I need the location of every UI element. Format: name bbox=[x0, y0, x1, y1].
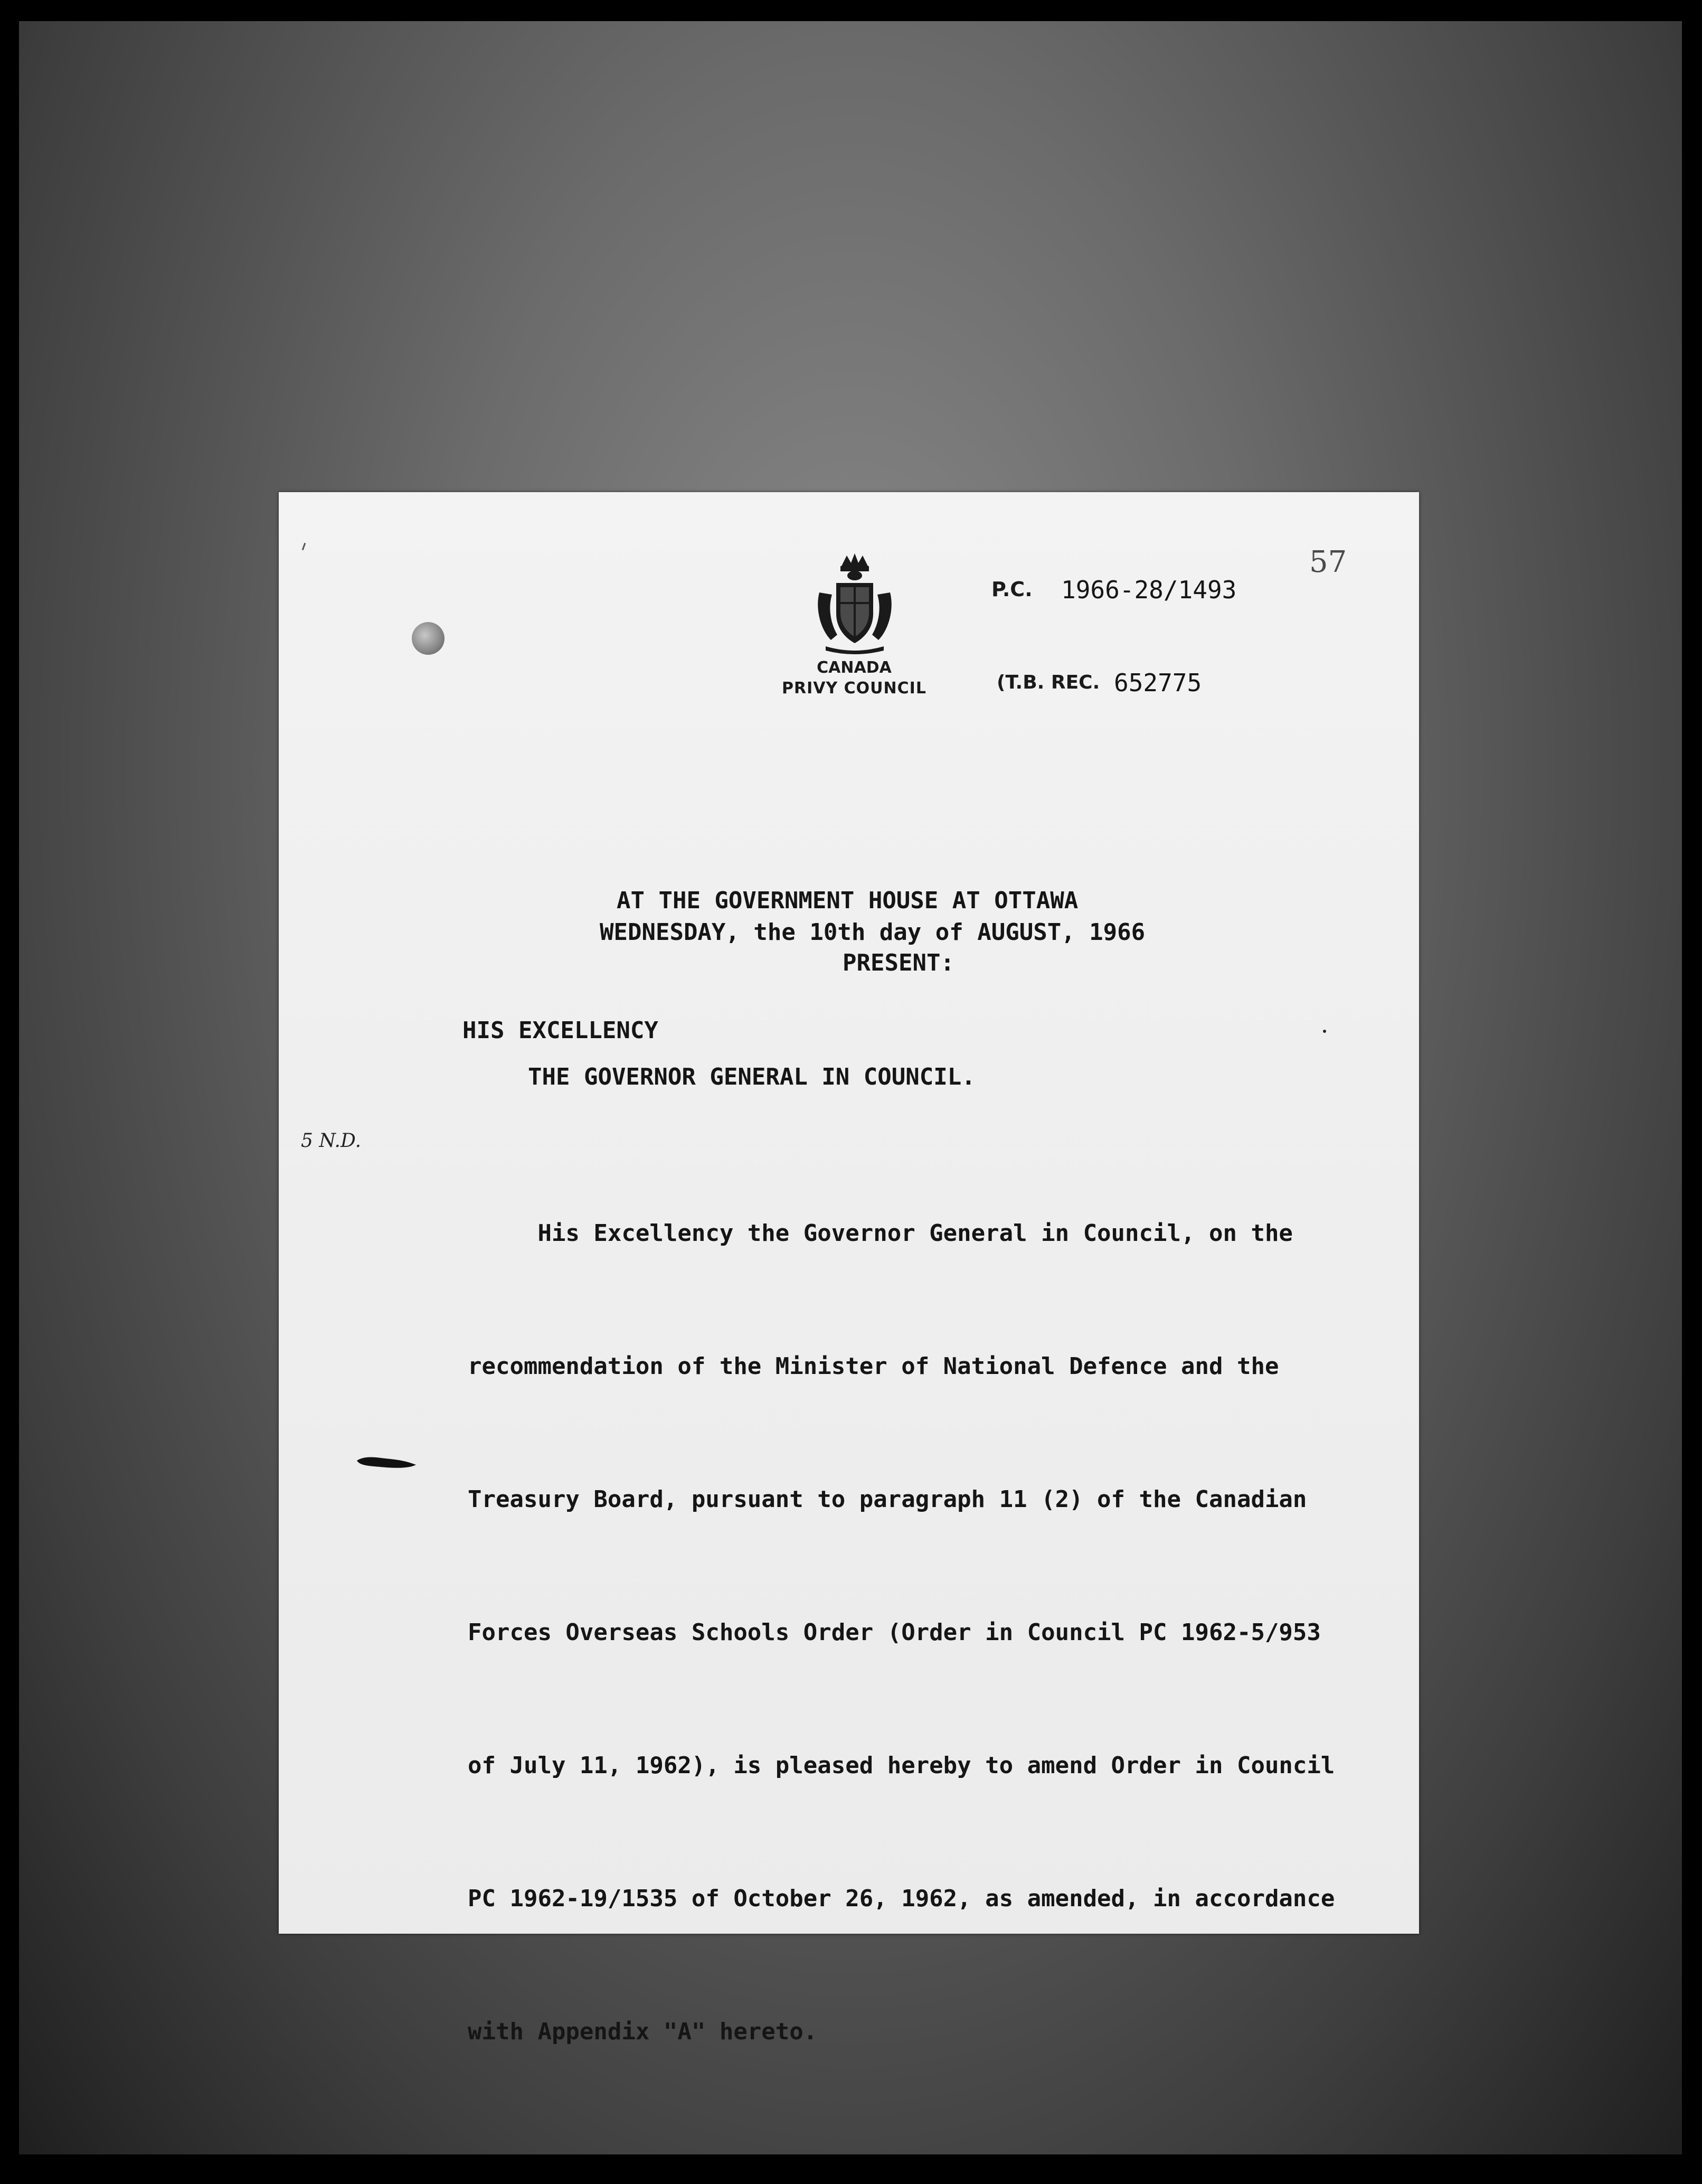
body-line: Forces Overseas Schools Order (Order in Council PC 1962-5/953 bbox=[468, 1619, 1321, 1646]
punch-hole bbox=[412, 622, 445, 655]
pc-number: 1966-28/1493 bbox=[1061, 576, 1237, 604]
tb-rec-number: 652775 bbox=[1114, 669, 1202, 697]
tb-rec-label: (T.B. REC. bbox=[997, 672, 1100, 693]
body-line: with Appendix "A" hereto. bbox=[468, 2018, 818, 2045]
crest-caption-country: CANADA bbox=[817, 658, 892, 677]
crest-caption-council: PRIVY COUNCIL bbox=[782, 679, 926, 698]
his-excellency-line: HIS EXCELLENCY bbox=[462, 1017, 658, 1044]
body-line: of July 11, 1962), is pleased hereby to amend Order in Council bbox=[468, 1752, 1335, 1779]
stray-pen-mark bbox=[1323, 1030, 1326, 1033]
heading-location: AT THE GOVERNMENT HOUSE AT OTTAWA bbox=[617, 887, 1079, 914]
body-line: PC 1962-19/1535 of October 26, 1962, as amended, in accordance bbox=[468, 1885, 1335, 1912]
document-page bbox=[279, 492, 1419, 2045]
page-number: 57 bbox=[1309, 545, 1347, 579]
scan-border-bottom bbox=[0, 2154, 1702, 2184]
body-line: recommendation of the Minister of National Defence and the bbox=[468, 1353, 1279, 1380]
canada-coat-of-arms-icon bbox=[810, 550, 900, 656]
scan-border-right bbox=[1682, 0, 1702, 2184]
heading-date: WEDNESDAY, the 10th day of AUGUST, 1966 bbox=[600, 919, 1146, 946]
order-body bbox=[468, 1123, 1335, 2143]
ink-blot-mark bbox=[355, 1453, 418, 1471]
scan-border-left bbox=[0, 0, 19, 2184]
pc-label: P.C. bbox=[991, 578, 1033, 601]
handwritten-margin-note: 5 N.D. bbox=[301, 1130, 362, 1152]
stray-pen-mark bbox=[302, 543, 306, 550]
crest-caption bbox=[764, 658, 944, 699]
body-line: Treasury Board, pursuant to paragraph 11 (2) of the Canadian bbox=[468, 1486, 1307, 1513]
heading-present: PRESENT: bbox=[843, 949, 954, 976]
body-line: His Excellency the Governor General in Council, on the bbox=[468, 1220, 1293, 1247]
governor-general-line: THE GOVERNOR GENERAL IN COUNCIL. bbox=[528, 1063, 976, 1090]
scan-border-top bbox=[0, 0, 1702, 21]
